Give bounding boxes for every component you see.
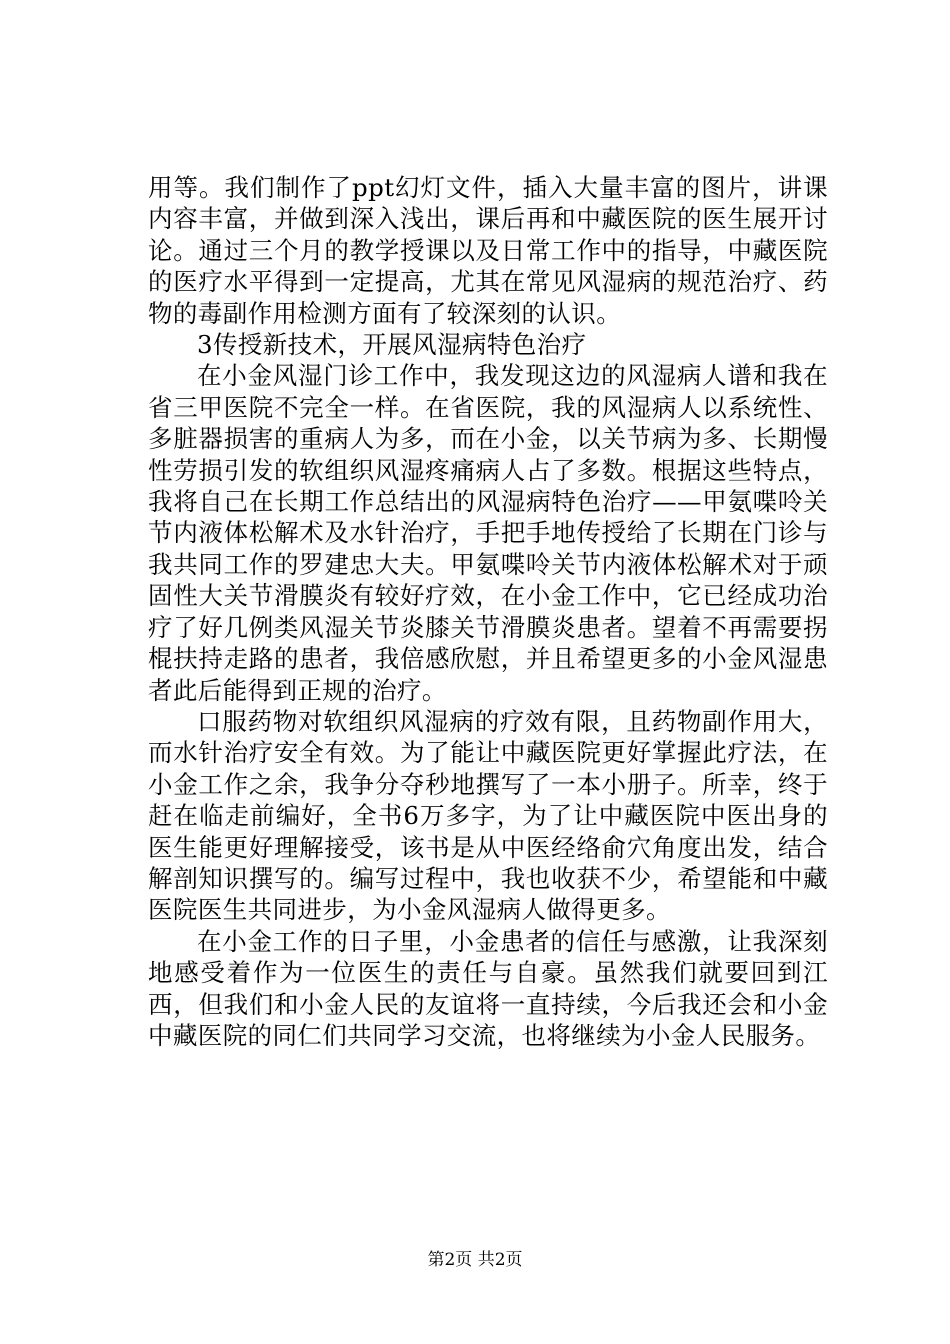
paragraph-water-needle-booklet: 口服药物对软组织风湿病的疗效有限，且药物副作用大，而水针治疗安全有效。为了能让中藏医院更好掌握此疗法，在小金工作之余，我争分夺秒地撰写了一本小册子。所幸，终于赶在临走前编好，全书6万多字，为了让中藏医院中医出身的医生能更好理解接受，该书是从中医经络俞穴角度出发，结合解剖知识撰写的。编写过程中，我也收获不少，希望能和中藏医院医生共同进步，为小金风湿病人做得更多。: [148, 706, 828, 925]
paragraph-closing: 在小金工作的日子里，小金患者的信任与感激，让我深刻地感受着作为一位医生的责任与自豪。虽然我们就要回到江西，但我们和小金人民的友谊将一直持续，今后我还会和小金中藏医院的同仁们共同学习交流，也将继续为小金人民服务。: [148, 926, 828, 1050]
paragraph-outpatient-work: 在小金风湿门诊工作中，我发现这边的风湿病人谱和我在省三甲医院不完全一样。在省医院，我的风湿病人以系统性、多脏器损害的重病人为多，而在小金，以关节病为多、长期慢性劳损引发的软组织风湿疼痛病人占了多数。根据这些特点，我将自己在长期工作总结出的风湿病特色治疗——甲氨喋呤关节内液体松解术及水针治疗，手把手地传授给了长期在门诊与我共同工作的罗建忠大夫。甲氨喋呤关节内液体松解术对于顽固性大关节滑膜炎有较好疗效，在小金工作中，它已经成功治疗了好几例类风湿关节炎膝关节滑膜炎患者。望着不再需要拐棍扶持走路的患者，我倍感欣慰，并且希望更多的小金风湿患者此后能得到正规的治疗。: [148, 361, 828, 705]
page-footer: 第2页 共2页: [427, 1250, 523, 1270]
paragraph-continuation: 用等。我们制作了ppt幻灯文件，插入大量丰富的图片，讲课内容丰富，并做到深入浅出，课后再和中藏医院的医生展开讨论。通过三个月的教学授课以及日常工作中的指导，中藏医院的医疗水平得到一定提高，尤其在常见风湿病的规范治疗、药物的毒副作用检测方面有了较深刻的认识。: [148, 173, 828, 328]
document-body: [148, 172, 828, 1051]
section-heading: 3传授新技术，开展风湿病特色治疗: [197, 330, 587, 360]
